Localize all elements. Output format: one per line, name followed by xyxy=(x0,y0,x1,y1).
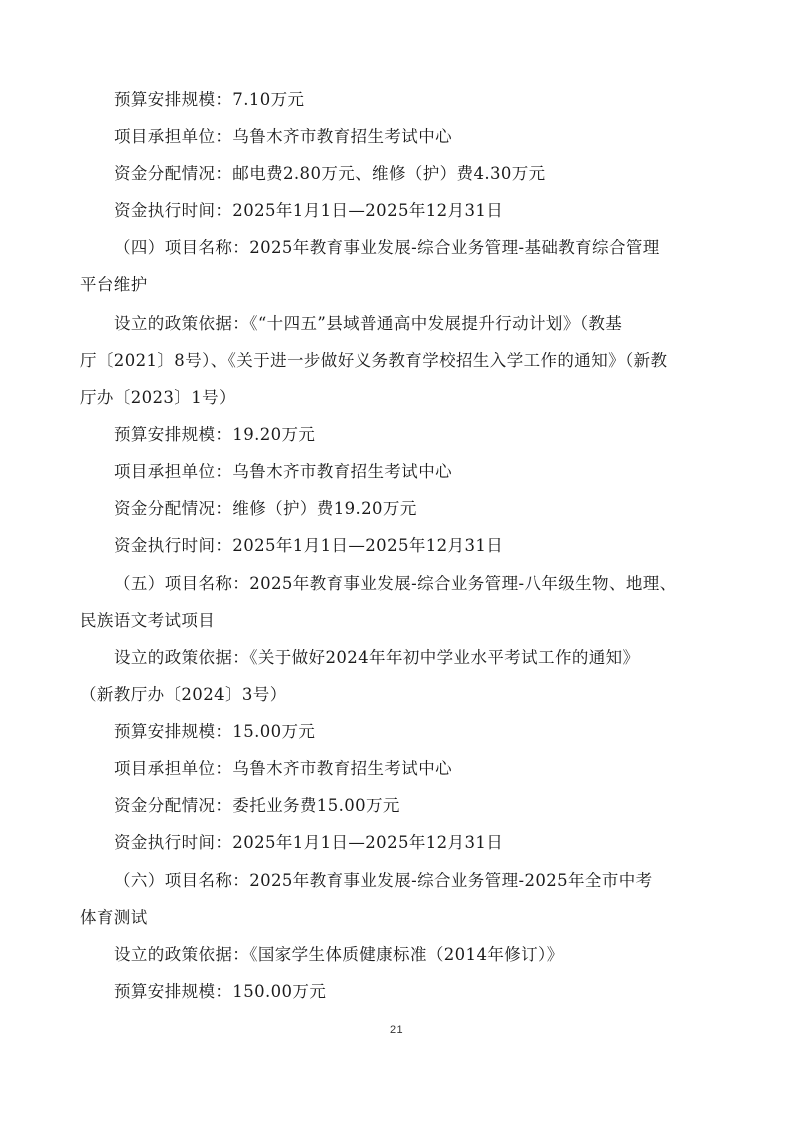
undertaking-unit-line: 项目承担单位：乌鲁木齐市教育招生考试中心 xyxy=(114,462,452,481)
undertaking-unit-line: 项目承担单位：乌鲁木齐市教育招生考试中心 xyxy=(114,759,452,778)
policy-basis-line: 设立的政策依据：《关于做好2024年年初中学业水平考试工作的通知》 xyxy=(114,648,640,667)
page-number: 21 xyxy=(389,1024,404,1036)
project-name-continuation: 平台维护 xyxy=(80,275,148,294)
project-name-continuation: 体育测试 xyxy=(80,908,148,927)
budget-scale-line: 预算安排规模：150.00万元 xyxy=(114,982,327,1001)
policy-basis-continuation: 厅〔2021〕8号）、《关于进一步做好义务教育学校招生入学工作的通知》（新教 xyxy=(80,351,668,370)
budget-scale-line: 预算安排规模：15.00万元 xyxy=(114,722,316,741)
project-name-heading: （六）项目名称：2025年教育事业发展-综合业务管理-2025年全市中考 xyxy=(114,871,653,890)
execution-time-line: 资金执行时间：2025年1月1日—2025年12月31日 xyxy=(114,536,504,555)
budget-scale-line: 预算安排规模：19.20万元 xyxy=(114,425,316,444)
project-name-heading: （四）项目名称：2025年教育事业发展-综合业务管理-基础教育综合管理 xyxy=(114,238,660,257)
policy-basis-line: 设立的政策依据：《“十四五”县域普通高中发展提升行动计划》（教基 xyxy=(114,314,623,333)
fund-allocation-line: 资金分配情况：邮电费2.80万元、维修（护）费4.30万元 xyxy=(114,164,546,183)
fund-allocation-line: 资金分配情况：委托业务费15.00万元 xyxy=(114,796,400,815)
policy-basis-continuation: （新教厅办〔2024〕3号） xyxy=(80,685,287,704)
fund-allocation-line: 资金分配情况：维修（护）费19.20万元 xyxy=(114,499,417,518)
project-name-continuation: 民族语文考试项目 xyxy=(80,611,216,630)
execution-time-line: 资金执行时间：2025年1月1日—2025年12月31日 xyxy=(114,833,504,852)
policy-basis-continuation: 厅办〔2023〕1号） xyxy=(80,388,236,407)
budget-scale-line: 预算安排规模：7.10万元 xyxy=(114,90,305,109)
undertaking-unit-line: 项目承担单位：乌鲁木齐市教育招生考试中心 xyxy=(114,127,452,146)
project-name-heading: （五）项目名称：2025年教育事业发展-综合业务管理-八年级生物、地理、 xyxy=(114,574,677,593)
policy-basis-line: 设立的政策依据：《国家学生体质健康标准（2014年修订）》 xyxy=(114,945,564,964)
execution-time-line: 资金执行时间：2025年1月1日—2025年12月31日 xyxy=(114,201,504,220)
